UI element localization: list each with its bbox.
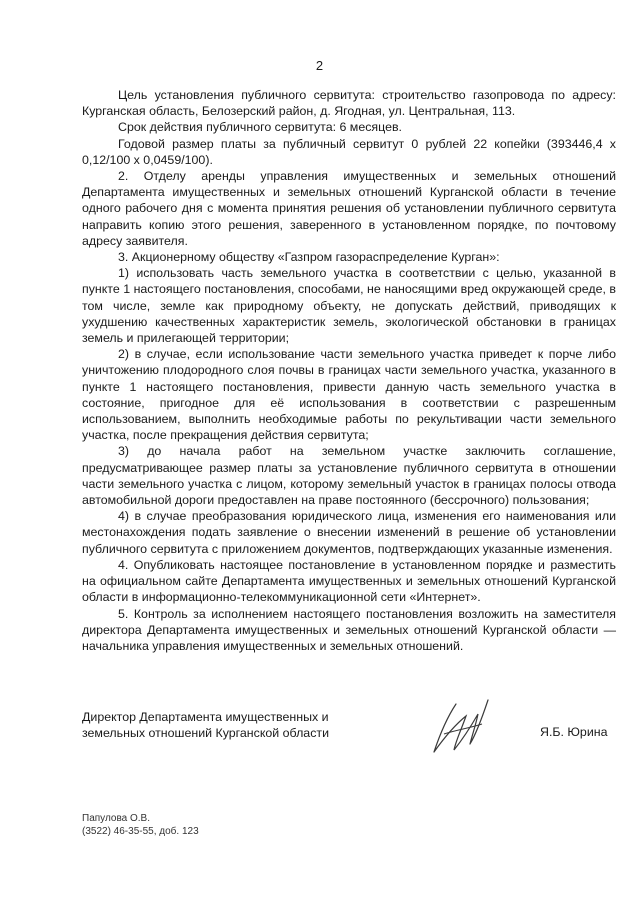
handwritten-signature [426,694,496,764]
executor-phone: (3522) 46-35-55, доб. 123 [82,826,199,837]
signatory-position-line2: земельных отношений Курганской области [82,726,329,741]
paragraph-item-3-1: 1) использовать часть земельного участка в соответствии с целью, указанной в пункте 1 настоящего постановления, способами, не наносящими вред окружающей среде, в том числе, земле как природному объекту, не допускать действий, приводящих к ухудшению качественных характеристик земель, экологической обстановки в границах земель и прилегающей территории; [82,266,616,346]
paragraph-item-4: 4. Опубликовать настоящее постановление в установленном порядке и разместить на официальном сайте Департамента имущественных и земельных отношений Курганской области в информационно-телекоммуникационной сети «Интернет». [82,557,616,605]
document-body [82,87,616,654]
paragraph-item-3-3: 3) до начала работ на земельном участке заключить соглашение, предусматривающее размер платы за установление публичного сервитута в отношении части земельного участка с лицом, которому земельный участок в границах полосы отвода автомобильной дороги предоставлен на праве постоянного (бессрочного) пользования; [82,444,616,508]
paragraph-item-3-2: 2) в случае, если использование части земельного участка приведет к порче либо уничтожению плодородного слоя почвы в границах части земельного участка, указанного в пункте 1 настоящего постановления, привести данную часть земельного участка в состояние, пригодное для её использования в соответствии с разрешенным использованием, выполнить необходимые работы по рекультивации части земельного участка, после прекращения действия сервитута; [82,347,616,443]
page-number: 2 [315,58,324,73]
paragraph-easement-purpose: Цель установления публичного сервитута: строительство газопровода по адресу: Курганская область, Белозерский район, д. Ягодная, ул. Центральная, 113. [82,88,616,119]
paragraph-item-3: 3. Акционерному обществу «Газпром газораспределение Курган»: [118,250,500,265]
signatory-name: Я.Б. Юрина [540,725,608,739]
executor-info [82,812,199,838]
signatory-position-line1: Директор Департамента имущественных и [82,710,329,724]
paragraph-easement-term: Срок действия публичного сервитута: 6 месяцев. [118,120,402,135]
paragraph-annual-fee: Годовой размер платы за публичный сервитут 0 рублей 22 копейки (393446,4 х 0,12/100 х 0,0459/100). [82,136,616,167]
paragraph-item-2: 2. Отделу аренды управления имущественных и земельных отношений Департамента имущественных и земельных отношений Курганской области в течение одного рабочего дня с момента принятия решения об установлении публичного сервитута направить копию этого решения, заверенного в установленном порядке, по почтовому адресу заявителя. [82,169,616,248]
executor-name: Папулова О.В. [82,813,150,824]
signatory-position [82,709,329,741]
paragraph-item-3-4: 4) в случае преобразования юридического лица, изменения его наименования или местонахождения подать заявление о внесении изменений в решение об установлении публичного сервитута с приложением документов, подтверждающих указанные изменения. [82,509,616,556]
paragraph-item-5: 5. Контроль за исполнением настоящего постановления возложить на заместителя директора Департамента имущественных и земельных отношений Курганской области — начальника управления имущественных и земельных отношений. [82,606,616,653]
